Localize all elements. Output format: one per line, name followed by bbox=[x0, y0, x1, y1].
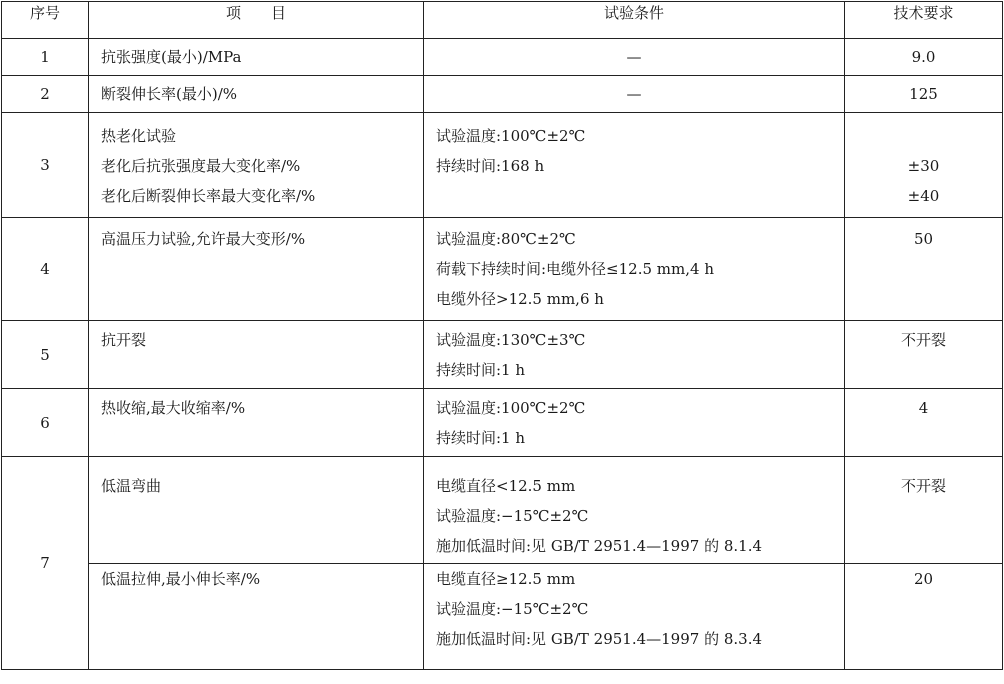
condition-line: 试验温度:80℃±2℃ bbox=[436, 230, 576, 248]
row-item bbox=[89, 321, 424, 389]
header-requirement: 技术要求 bbox=[845, 2, 1003, 39]
item-line: 断裂伸长率(最小)/% bbox=[101, 85, 238, 103]
row-condition bbox=[424, 389, 845, 457]
condition-line: — bbox=[626, 48, 642, 66]
condition-line: 持续时间:168 h bbox=[436, 157, 545, 175]
condition-line: 施加低温时间:见 GB/T 2951.4—1997 的 8.1.4 bbox=[436, 537, 763, 555]
item-line: 抗张强度(最小)/MPa bbox=[101, 48, 242, 66]
row-item bbox=[89, 39, 424, 76]
row-requirement bbox=[845, 564, 1003, 670]
row-no: 4 bbox=[2, 218, 89, 321]
condition-line: — bbox=[626, 85, 642, 103]
row-condition bbox=[424, 321, 845, 389]
row-requirement bbox=[845, 321, 1003, 389]
row-requirement bbox=[845, 218, 1003, 321]
row-item bbox=[89, 218, 424, 321]
spec-table bbox=[1, 1, 1003, 670]
requirement-line: 9.0 bbox=[911, 48, 936, 66]
requirement-line: ±30 bbox=[907, 157, 940, 175]
row-no: 5 bbox=[2, 321, 89, 389]
row-no: 6 bbox=[2, 389, 89, 457]
table-row bbox=[2, 39, 1003, 76]
condition-line: 试验温度:−15℃±2℃ bbox=[436, 600, 589, 618]
requirement-line: ±40 bbox=[907, 187, 940, 205]
row-condition bbox=[424, 457, 845, 564]
requirement-line: 不开裂 bbox=[900, 331, 946, 349]
item-line: 热收缩,最大收缩率/% bbox=[101, 399, 246, 417]
requirement-line: 125 bbox=[909, 85, 938, 103]
item-line: 高温压力试验,允许最大变形/% bbox=[101, 230, 306, 248]
condition-line: 施加低温时间:见 GB/T 2951.4—1997 的 8.3.4 bbox=[436, 630, 763, 648]
item-line: 热老化试验 bbox=[101, 127, 177, 145]
row-requirement bbox=[845, 457, 1003, 564]
condition-line: 试验温度:130℃±3℃ bbox=[436, 331, 586, 349]
item-line: 老化后断裂伸长率最大变化率/% bbox=[101, 187, 316, 205]
condition-line: 持续时间:1 h bbox=[436, 361, 526, 379]
item-line: 抗开裂 bbox=[101, 331, 147, 349]
row-item bbox=[89, 564, 424, 670]
condition-line: 荷载下持续时间:电缆外径≤12.5 mm,4 h bbox=[436, 260, 714, 278]
header-no: 序号 bbox=[2, 2, 89, 39]
table-row bbox=[2, 113, 1003, 218]
requirement-line: 4 bbox=[918, 399, 929, 417]
row-condition bbox=[424, 39, 845, 76]
item-line: 低温弯曲 bbox=[101, 477, 162, 495]
condition-line: 持续时间:1 h bbox=[436, 429, 526, 447]
table-header-row bbox=[2, 2, 1003, 39]
row-item bbox=[89, 76, 424, 113]
header-condition: 试验条件 bbox=[424, 2, 845, 39]
row-requirement bbox=[845, 113, 1003, 218]
condition-line: 电缆直径<12.5 mm bbox=[436, 477, 576, 495]
requirement-line: 不开裂 bbox=[900, 477, 946, 495]
table-row bbox=[2, 218, 1003, 321]
table-row bbox=[2, 389, 1003, 457]
condition-line: 试验温度:100℃±2℃ bbox=[436, 399, 586, 417]
table-row bbox=[2, 457, 1003, 564]
table-row bbox=[2, 564, 1003, 670]
row-requirement bbox=[845, 389, 1003, 457]
header-item: 项 目 bbox=[89, 2, 424, 39]
row-condition bbox=[424, 113, 845, 218]
row-condition bbox=[424, 76, 845, 113]
table-row bbox=[2, 76, 1003, 113]
row-no: 1 bbox=[2, 39, 89, 76]
requirement-line: 50 bbox=[913, 230, 934, 248]
table-row bbox=[2, 321, 1003, 389]
requirement-line: 20 bbox=[913, 570, 934, 588]
row-requirement bbox=[845, 76, 1003, 113]
row-item bbox=[89, 113, 424, 218]
condition-line: 试验温度:−15℃±2℃ bbox=[436, 507, 589, 525]
condition-line: 电缆外径>12.5 mm,6 h bbox=[436, 290, 604, 308]
item-line: 老化后抗张强度最大变化率/% bbox=[101, 157, 301, 175]
row-condition bbox=[424, 564, 845, 670]
row-no: 2 bbox=[2, 76, 89, 113]
row-no: 7 bbox=[2, 457, 89, 670]
row-item bbox=[89, 457, 424, 564]
row-requirement bbox=[845, 39, 1003, 76]
row-item bbox=[89, 389, 424, 457]
item-line: 低温拉伸,最小伸长率/% bbox=[101, 570, 261, 588]
requirement-line bbox=[845, 121, 1002, 151]
row-no: 3 bbox=[2, 113, 89, 218]
condition-line: 电缆直径≥12.5 mm bbox=[436, 570, 576, 588]
row-condition bbox=[424, 218, 845, 321]
condition-line: 试验温度:100℃±2℃ bbox=[436, 127, 586, 145]
